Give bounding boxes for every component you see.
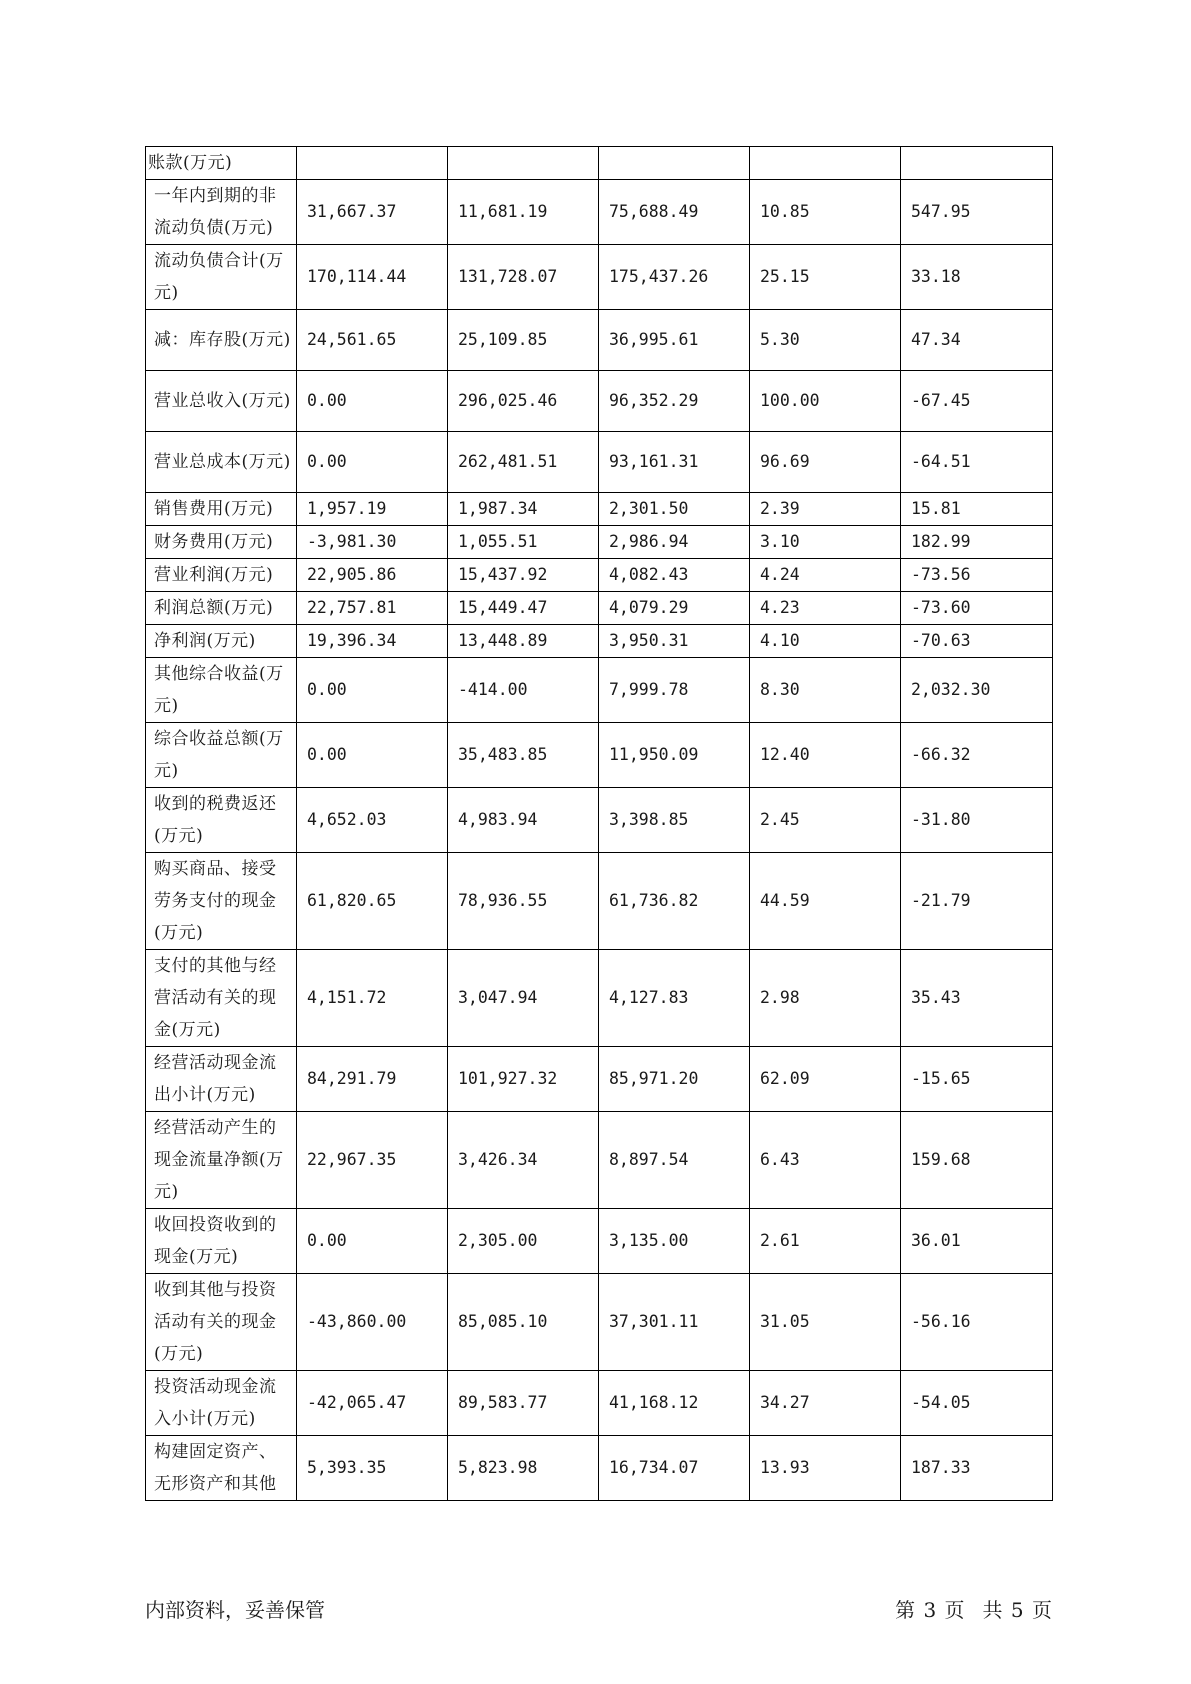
value-cell: 31.05	[750, 1274, 901, 1371]
value-cell: -73.56	[901, 559, 1053, 592]
value-cell: 2,032.30	[901, 658, 1053, 723]
value-cell	[599, 147, 750, 180]
value-cell: -15.65	[901, 1047, 1053, 1112]
value-cell: 61,736.82	[599, 853, 750, 950]
value-cell: 47.34	[901, 310, 1053, 371]
table-body	[146, 147, 1053, 1501]
value-cell: -43,860.00	[297, 1274, 448, 1371]
table-row	[146, 180, 1053, 245]
table-row	[146, 625, 1053, 658]
value-cell: 22,757.81	[297, 592, 448, 625]
row-label: 购买商品、接受劳务支付的现金(万元)	[146, 853, 297, 950]
value-cell: -67.45	[901, 371, 1053, 432]
table-row	[146, 1274, 1053, 1371]
row-label: 流动负债合计(万元)	[146, 245, 297, 310]
value-cell: 16,734.07	[599, 1436, 750, 1501]
value-cell	[901, 147, 1053, 180]
value-cell: 41,168.12	[599, 1371, 750, 1436]
row-label: 销售费用(万元)	[146, 493, 297, 526]
value-cell: 15,437.92	[448, 559, 599, 592]
row-label: 营业总成本(万元)	[146, 432, 297, 493]
row-label: 综合收益总额(万元)	[146, 723, 297, 788]
value-cell: 159.68	[901, 1112, 1053, 1209]
value-cell: 7,999.78	[599, 658, 750, 723]
value-cell: 13,448.89	[448, 625, 599, 658]
value-cell: 101,927.32	[448, 1047, 599, 1112]
value-cell: 4,079.29	[599, 592, 750, 625]
row-label: 收回投资收到的现金(万元)	[146, 1209, 297, 1274]
total-pages-label: 共 5 页	[982, 1598, 1052, 1622]
row-label: 营业总收入(万元)	[146, 371, 297, 432]
value-cell: 89,583.77	[448, 1371, 599, 1436]
row-label: 支付的其他与经营活动有关的现金(万元)	[146, 950, 297, 1047]
row-label: 净利润(万元)	[146, 625, 297, 658]
table-row	[146, 147, 1053, 180]
row-label: 利润总额(万元)	[146, 592, 297, 625]
value-cell: 4,983.94	[448, 788, 599, 853]
value-cell: 24,561.65	[297, 310, 448, 371]
value-cell: 170,114.44	[297, 245, 448, 310]
value-cell: 2,305.00	[448, 1209, 599, 1274]
value-cell: -31.80	[901, 788, 1053, 853]
value-cell: 8,897.54	[599, 1112, 750, 1209]
table-row	[146, 432, 1053, 493]
value-cell: 296,025.46	[448, 371, 599, 432]
value-cell: 5,823.98	[448, 1436, 599, 1501]
row-label: 一年内到期的非流动负债(万元)	[146, 180, 297, 245]
row-label: 收到其他与投资活动有关的现金(万元)	[146, 1274, 297, 1371]
value-cell: 2,301.50	[599, 493, 750, 526]
value-cell: -64.51	[901, 432, 1053, 493]
table-row	[146, 592, 1053, 625]
value-cell: 4.23	[750, 592, 901, 625]
current-page-label: 第 3 页	[895, 1598, 965, 1622]
row-label: 其他综合收益(万元)	[146, 658, 297, 723]
value-cell: 3,135.00	[599, 1209, 750, 1274]
value-cell: -73.60	[901, 592, 1053, 625]
row-label: 经营活动产生的现金流量净额(万元)	[146, 1112, 297, 1209]
value-cell	[750, 147, 901, 180]
value-cell: 85,971.20	[599, 1047, 750, 1112]
value-cell: 15,449.47	[448, 592, 599, 625]
value-cell	[297, 147, 448, 180]
financial-data-table	[145, 146, 1053, 1501]
value-cell: 36,995.61	[599, 310, 750, 371]
value-cell: 100.00	[750, 371, 901, 432]
value-cell: 2.61	[750, 1209, 901, 1274]
footer-page-number	[895, 1594, 1052, 1623]
row-label: 财务费用(万元)	[146, 526, 297, 559]
value-cell: 22,967.35	[297, 1112, 448, 1209]
value-cell: 547.95	[901, 180, 1053, 245]
table-row	[146, 559, 1053, 592]
value-cell: 62.09	[750, 1047, 901, 1112]
table-row	[146, 1371, 1053, 1436]
row-label: 构建固定资产、无形资产和其他	[146, 1436, 297, 1501]
row-label: 减：库存股(万元)	[146, 310, 297, 371]
value-cell: 131,728.07	[448, 245, 599, 310]
value-cell: 44.59	[750, 853, 901, 950]
value-cell: 25,109.85	[448, 310, 599, 371]
row-label: 账款(万元)	[146, 147, 297, 180]
table-row	[146, 310, 1053, 371]
value-cell: 25.15	[750, 245, 901, 310]
value-cell: 2,986.94	[599, 526, 750, 559]
value-cell: 93,161.31	[599, 432, 750, 493]
value-cell: 96.69	[750, 432, 901, 493]
value-cell: 0.00	[297, 723, 448, 788]
table-row	[146, 853, 1053, 950]
value-cell: 11,950.09	[599, 723, 750, 788]
value-cell: 4,652.03	[297, 788, 448, 853]
value-cell: 6.43	[750, 1112, 901, 1209]
value-cell: 13.93	[750, 1436, 901, 1501]
value-cell: 11,681.19	[448, 180, 599, 245]
row-label: 收到的税费返还(万元)	[146, 788, 297, 853]
table-row	[146, 950, 1053, 1047]
value-cell: 3,426.34	[448, 1112, 599, 1209]
value-cell: 0.00	[297, 371, 448, 432]
value-cell: 3,047.94	[448, 950, 599, 1047]
value-cell: -21.79	[901, 853, 1053, 950]
row-label: 营业利润(万元)	[146, 559, 297, 592]
value-cell: 84,291.79	[297, 1047, 448, 1112]
value-cell: 0.00	[297, 1209, 448, 1274]
value-cell: 262,481.51	[448, 432, 599, 493]
value-cell: 36.01	[901, 1209, 1053, 1274]
table-row	[146, 526, 1053, 559]
value-cell: 22,905.86	[297, 559, 448, 592]
value-cell: 19,396.34	[297, 625, 448, 658]
value-cell: 5.30	[750, 310, 901, 371]
table-row	[146, 493, 1053, 526]
value-cell: 5,393.35	[297, 1436, 448, 1501]
row-label: 投资活动现金流入小计(万元)	[146, 1371, 297, 1436]
value-cell: 96,352.29	[599, 371, 750, 432]
value-cell: 33.18	[901, 245, 1053, 310]
value-cell: 8.30	[750, 658, 901, 723]
value-cell: 2.45	[750, 788, 901, 853]
table-row	[146, 723, 1053, 788]
table-row	[146, 1436, 1053, 1501]
value-cell: 35,483.85	[448, 723, 599, 788]
row-label: 经营活动现金流出小计(万元)	[146, 1047, 297, 1112]
value-cell	[448, 147, 599, 180]
table-row	[146, 245, 1053, 310]
value-cell: 0.00	[297, 658, 448, 723]
value-cell: 1,987.34	[448, 493, 599, 526]
value-cell: 85,085.10	[448, 1274, 599, 1371]
table-row	[146, 1112, 1053, 1209]
value-cell: 4.10	[750, 625, 901, 658]
value-cell: 78,936.55	[448, 853, 599, 950]
table-row	[146, 788, 1053, 853]
value-cell: -56.16	[901, 1274, 1053, 1371]
table-row	[146, 1047, 1053, 1112]
value-cell: 3,950.31	[599, 625, 750, 658]
table-row	[146, 371, 1053, 432]
value-cell: 4,082.43	[599, 559, 750, 592]
value-cell: 2.98	[750, 950, 901, 1047]
value-cell: 4,127.83	[599, 950, 750, 1047]
value-cell: 61,820.65	[297, 853, 448, 950]
value-cell: 3,398.85	[599, 788, 750, 853]
value-cell: 1,957.19	[297, 493, 448, 526]
value-cell: 15.81	[901, 493, 1053, 526]
value-cell: 187.33	[901, 1436, 1053, 1501]
value-cell: 182.99	[901, 526, 1053, 559]
footer-confidential-note: 内部资料，妥善保管	[145, 1598, 325, 1622]
value-cell: 3.10	[750, 526, 901, 559]
value-cell: 34.27	[750, 1371, 901, 1436]
value-cell: 35.43	[901, 950, 1053, 1047]
value-cell: -70.63	[901, 625, 1053, 658]
value-cell: -414.00	[448, 658, 599, 723]
table-row	[146, 658, 1053, 723]
value-cell: 175,437.26	[599, 245, 750, 310]
value-cell: -66.32	[901, 723, 1053, 788]
value-cell: -54.05	[901, 1371, 1053, 1436]
value-cell: 4.24	[750, 559, 901, 592]
value-cell: 2.39	[750, 493, 901, 526]
value-cell: 0.00	[297, 432, 448, 493]
value-cell: 31,667.37	[297, 180, 448, 245]
value-cell: 75,688.49	[599, 180, 750, 245]
table-row	[146, 1209, 1053, 1274]
value-cell: -42,065.47	[297, 1371, 448, 1436]
value-cell: 4,151.72	[297, 950, 448, 1047]
value-cell: 1,055.51	[448, 526, 599, 559]
value-cell: -3,981.30	[297, 526, 448, 559]
value-cell: 12.40	[750, 723, 901, 788]
value-cell: 10.85	[750, 180, 901, 245]
value-cell: 37,301.11	[599, 1274, 750, 1371]
